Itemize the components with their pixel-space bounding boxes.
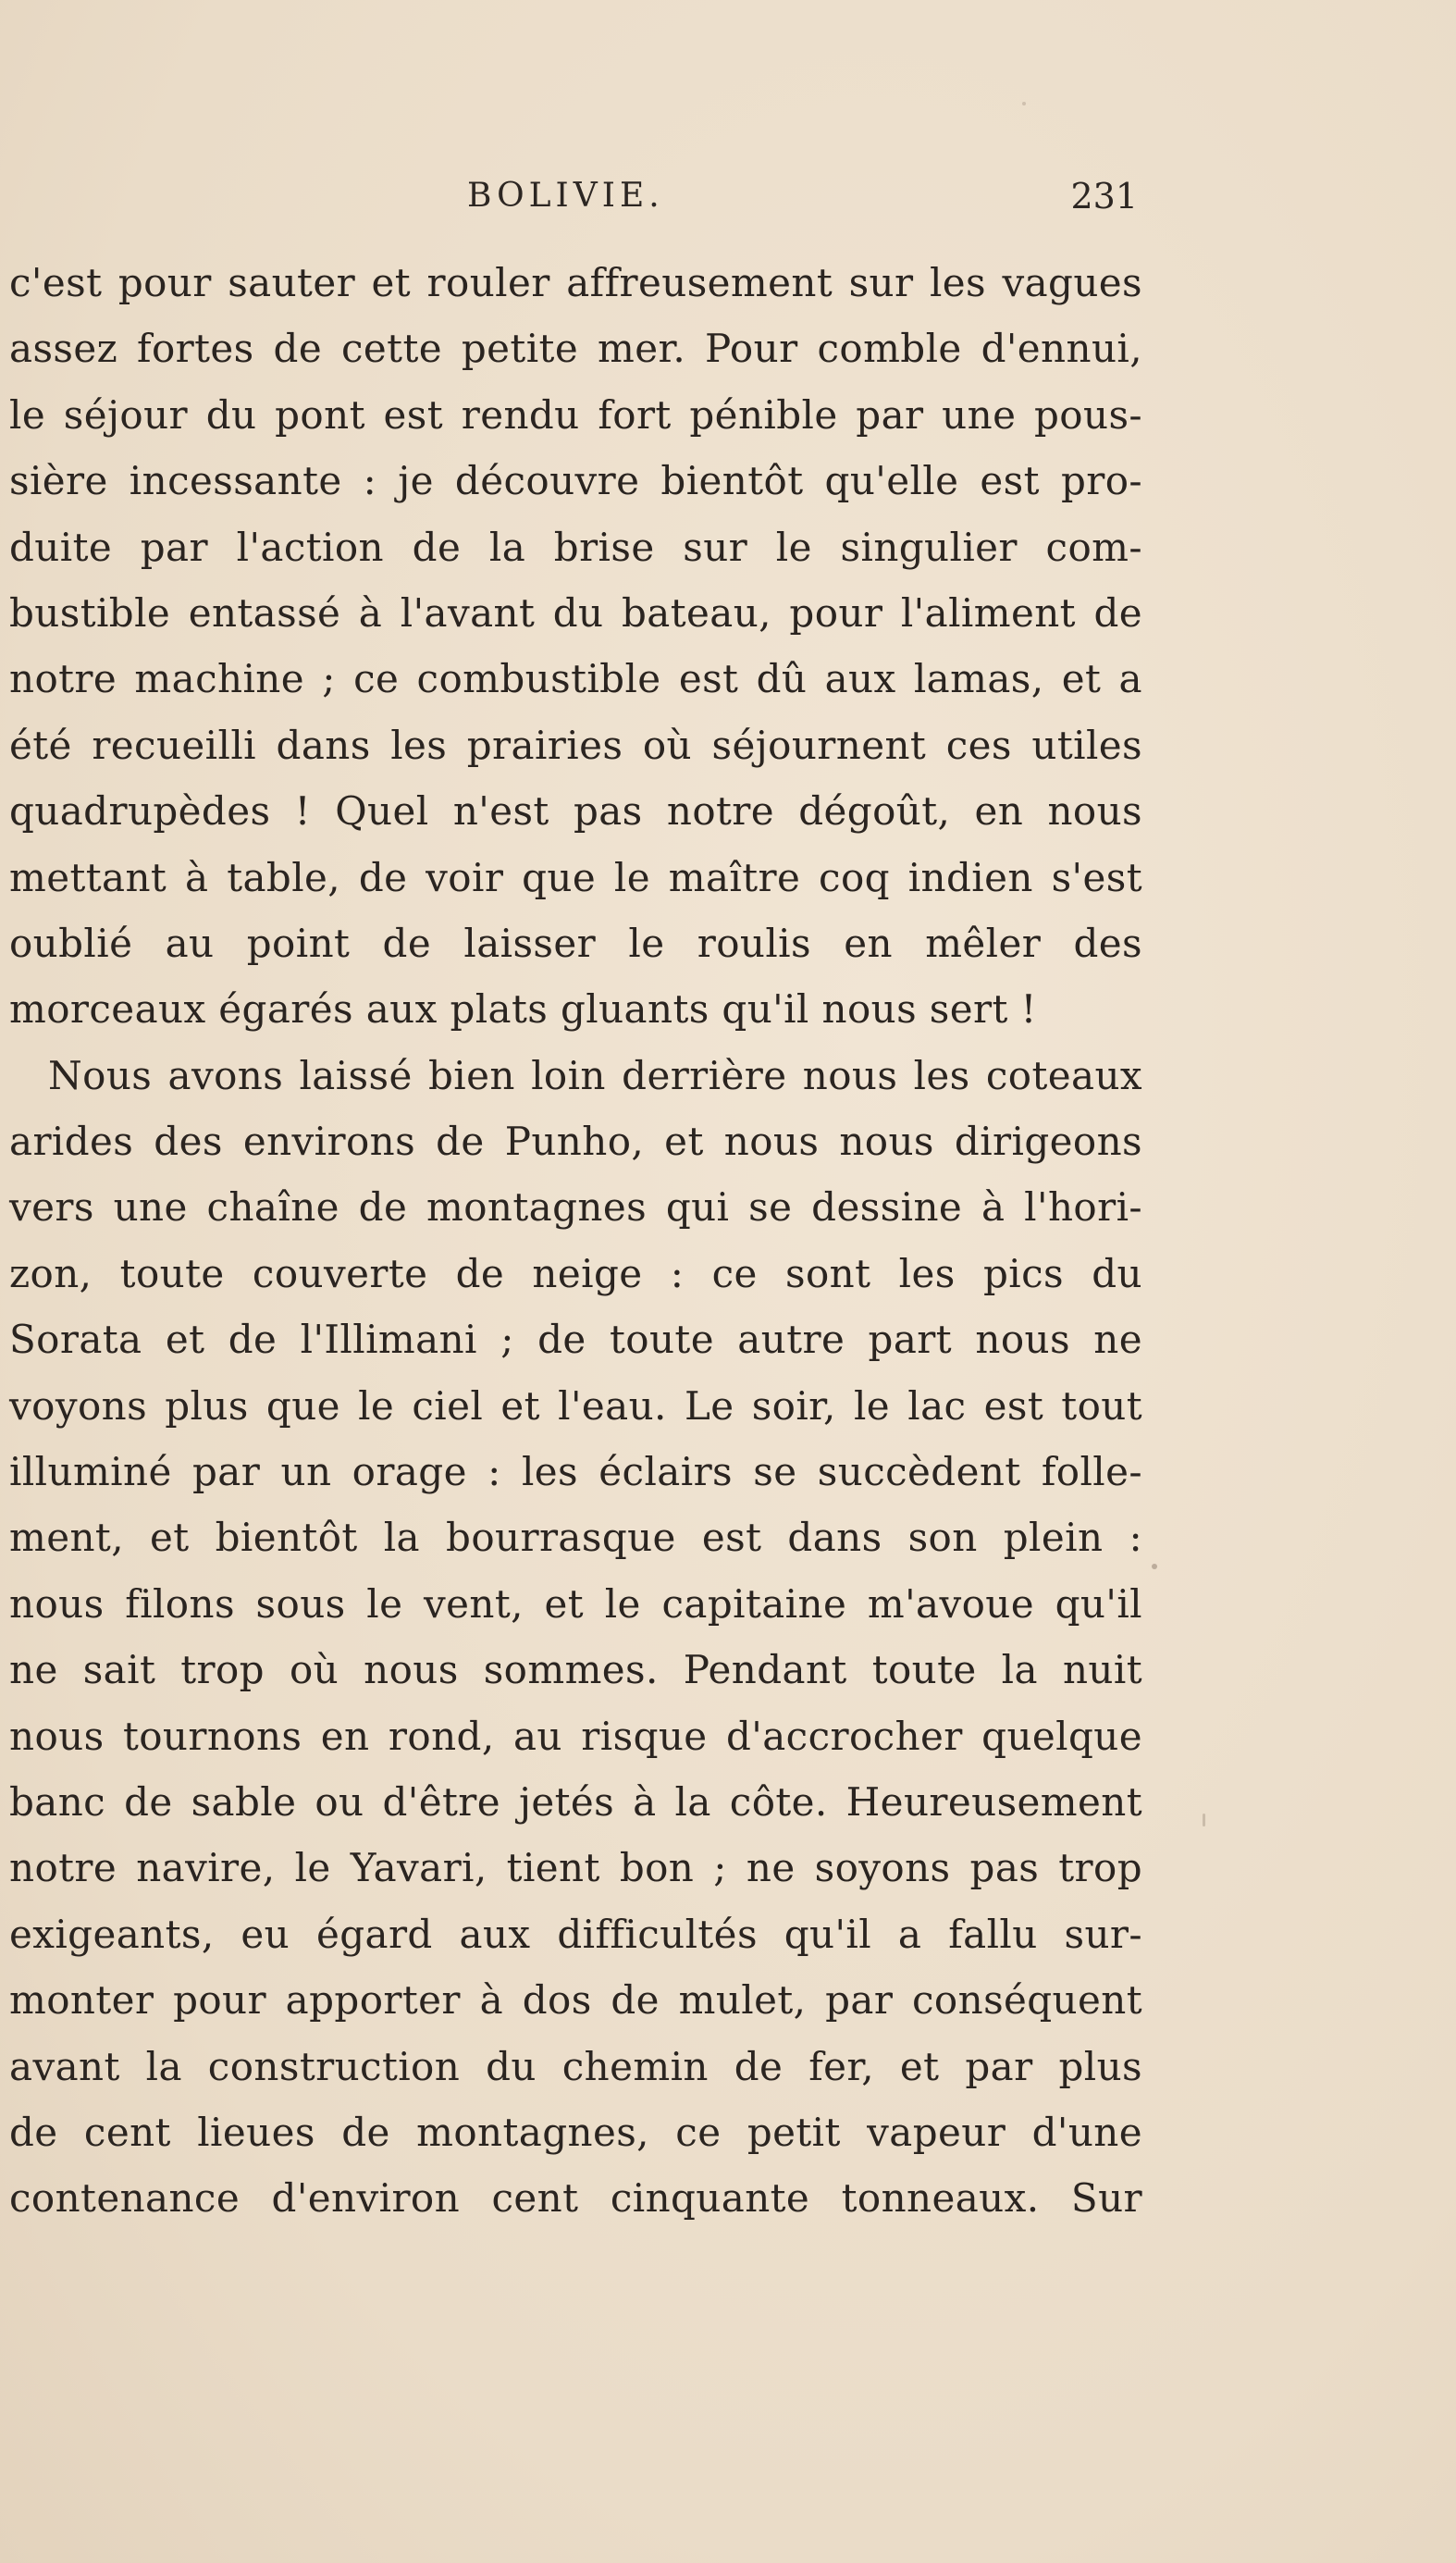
text-line: nous tournons en rond, au risque d'accrocher quelque (9, 1713, 1142, 1759)
text-line: assez fortes de cette petite mer. Pour comble d'ennui, (9, 326, 1142, 372)
text-line: monter pour apporter à dos de mulet, par conséquent (9, 1977, 1142, 2024)
paragraph-start-line: Nous avons laissé bien loin derrière nous les coteaux (48, 1052, 1142, 1098)
text-line-italic-names: Sorata et de l'Illimani ; de toute autre part nous ne (9, 1317, 1142, 1363)
text-line: zon, toute couverte de neige : ce sont les pics du (9, 1250, 1142, 1296)
text-line: oublié au point de laisser le roulis en mêler des (9, 920, 1142, 966)
text-line: sière incessante : je découvre bientôt qu'elle est pro- (9, 458, 1142, 504)
text-line: banc de sable ou d'être jetés à la côte. Heureusement (9, 1778, 1142, 1825)
text-line: quadrupèdes ! Quel n'est pas notre dégoût, en nous (9, 788, 1142, 835)
text-line: bustible entassé à l'avant du bateau, pour l'aliment de (9, 589, 1142, 636)
paragraph-end-line: morceaux égarés aux plats gluants qu'il nous sert ! (9, 986, 1037, 1033)
paper-speck (1203, 1814, 1205, 1826)
text-line: arides des environs de Punho, et nous nous dirigeons (9, 1119, 1142, 1165)
paper-speck (1152, 1564, 1157, 1569)
text-line: le séjour du pont est rendu fort pénible par une pous- (9, 391, 1142, 438)
page-number: 231 (1070, 176, 1138, 217)
running-head-title: BOLIVIE. (467, 177, 664, 215)
text-line: nous filons sous le vent, et le capitaine m'avoue qu'il (9, 1580, 1142, 1627)
text-line: été recueilli dans les prairies où séjournent ces utiles (9, 722, 1142, 768)
text-line: c'est pour sauter et rouler affreusement sur les vagues (9, 260, 1142, 305)
text-line: notre navire, le Yavari, tient bon ; ne soyons pas trop (9, 1845, 1142, 1891)
text-line: ne sait trop où nous sommes. Pendant toute la nuit (9, 1647, 1142, 1693)
text-line: de cent lieues de montagnes, ce petit vapeur d'une (9, 2109, 1142, 2155)
body-text (9, 250, 1142, 2232)
text-line: vers une chaîne de montagnes qui se dessine à l'hori- (9, 1184, 1142, 1231)
text-line: voyons plus que le ciel et l'eau. Le soir, le lac est tout (9, 1382, 1142, 1429)
text-line: contenance d'environ cent cinquante tonneaux. Sur (9, 2175, 1142, 2222)
text-line: ment, et bientôt la bourrasque est dans son plein : (9, 1515, 1142, 1561)
paper-speck (1022, 102, 1026, 105)
text-line: avant la construction du chemin de fer, et par plus (9, 2043, 1142, 2089)
text-line: mettant à table, de voir que le maître coq indien s'est (9, 854, 1142, 900)
running-head (0, 172, 1456, 220)
text-line: notre machine ; ce combustible est dû aux lamas, et a (9, 656, 1142, 702)
text-line: exigeants, eu égard aux difficultés qu'il a fallu sur- (9, 1911, 1142, 1957)
text-line: illuminé par un orage : les éclairs se succèdent folle- (9, 1449, 1142, 1495)
text-line: duite par l'action de la brise sur le singulier com- (9, 524, 1142, 570)
